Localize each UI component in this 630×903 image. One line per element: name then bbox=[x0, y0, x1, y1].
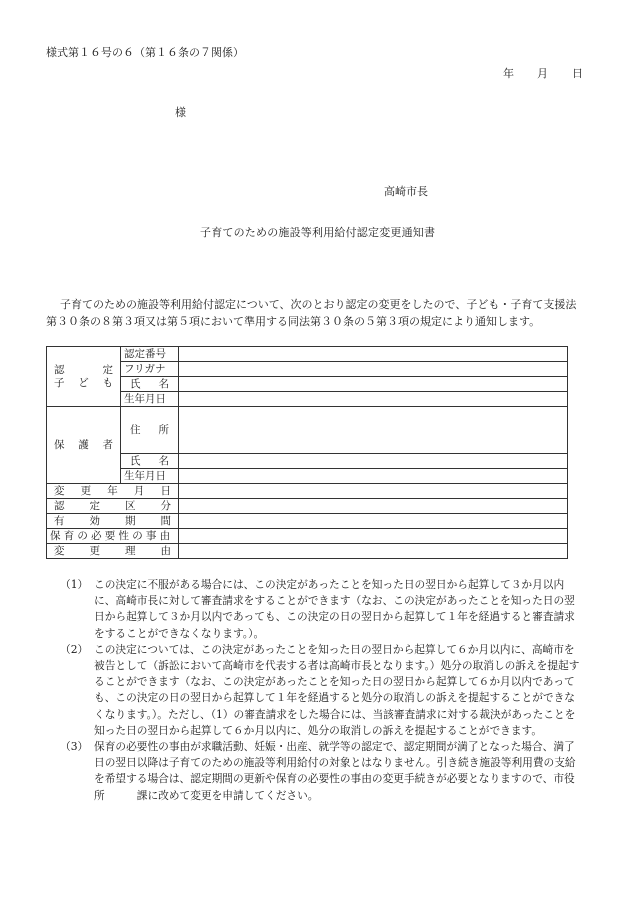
child-group-char: も bbox=[102, 376, 113, 389]
document-title: 子育てのための施設等利用給付認定変更通知書 bbox=[200, 226, 436, 239]
value-child-birthdate[interactable] bbox=[179, 392, 568, 407]
certification-info-table bbox=[46, 346, 568, 559]
note-number: （1） bbox=[60, 578, 89, 591]
guardian-group-header: 保 護 者 bbox=[47, 407, 121, 484]
value-child-name[interactable] bbox=[179, 377, 568, 392]
note-text: この決定については、この決定があったことを知った日の翌日から起算して６か月以内に、高崎市を被告として（訴訟において高崎市を代表する者は高崎市長となります。）処分の取消しの訴えを提起することができます（なお、この決定があったことを知った日の翌日から起算して６か月以内であっても、この決定の日の翌日から起算して１年を経過すると処分の取消しの訴えを提起することができなくなります。）。ただし、（1）の審査請求をした場合には、当該審査請求に対する裁決があったことを知った日の翌日から起算して６か月以内に、処分の取消しの訴えを提起することができます。 bbox=[94, 642, 580, 737]
notes-section bbox=[60, 577, 580, 804]
value-guardian-birthdate[interactable] bbox=[179, 469, 568, 484]
field-child-birthdate: 生年月日 bbox=[121, 392, 179, 407]
note-item bbox=[60, 642, 580, 739]
date-day-label: 日 bbox=[572, 67, 583, 80]
child-group-char: 認 bbox=[54, 363, 65, 376]
child-group-char: ど bbox=[78, 376, 89, 389]
field-guardian-birthdate: 生年月日 bbox=[121, 469, 179, 484]
note-text: 保育の必要性の事由が求職活動、妊娠・出産、就学等の認定で、認定期間が満了となった場合、満了日の翌日以降は子育てのための施設等利用給付の対象とはなりません。引き続き施設等利用費の支給を希望する場合は、認定期間の更新や保育の必要性の事由の変更手続きが必要となりますので、市役所 課に改めて変更を申請してください。 bbox=[94, 740, 576, 802]
field-childcare-need-reason: 保育の必要性の事由 bbox=[47, 529, 179, 544]
addressee-suffix: 様 bbox=[175, 106, 186, 119]
field-validity-period: 有 効 期 間 bbox=[47, 514, 179, 529]
value-furigana[interactable] bbox=[179, 362, 568, 377]
date-month-label: 月 bbox=[537, 67, 548, 80]
value-certification-number[interactable] bbox=[179, 347, 568, 362]
child-group-char: 子 bbox=[54, 376, 65, 389]
value-validity-period[interactable] bbox=[179, 514, 568, 529]
value-childcare-need-reason[interactable] bbox=[179, 529, 568, 544]
date-year-label: 年 bbox=[503, 67, 514, 80]
field-certification-category: 認 定 区 分 bbox=[47, 499, 179, 514]
value-guardian-address[interactable] bbox=[179, 407, 568, 454]
issuer-name: 高崎市長 bbox=[384, 185, 428, 198]
date-line bbox=[503, 65, 583, 81]
note-number: （3） bbox=[60, 740, 89, 754]
note-number: （2） bbox=[60, 642, 89, 656]
field-guardian-name: 氏 名 bbox=[121, 454, 179, 469]
note-text: この決定に不服がある場合には、この決定があったことを知った日の翌日から起算して３か月以内に、高崎市長に対して審査請求をすることができます（なお、この決定があったことを知った日の翌日から起算して３か月以内であっても、この決定の日の翌日から起算して１年を経過すると審査請求をすることができなくなります。）。 bbox=[94, 578, 575, 640]
note-item bbox=[60, 577, 580, 642]
value-guardian-name[interactable] bbox=[179, 454, 568, 469]
field-certification-number: 認定番号 bbox=[121, 347, 179, 362]
field-guardian-address: 住 所 bbox=[121, 407, 179, 454]
child-group-header bbox=[47, 347, 121, 407]
field-furigana: フリガナ bbox=[121, 362, 179, 377]
value-change-reason[interactable] bbox=[179, 544, 568, 559]
field-change-date: 変 更 年 月 日 bbox=[47, 484, 179, 499]
note-item bbox=[60, 739, 580, 804]
value-change-date[interactable] bbox=[179, 484, 568, 499]
form-number: 様式第１６号の６（第１６条の７関係） bbox=[46, 46, 244, 59]
child-group-char: 定 bbox=[102, 363, 113, 376]
intro-paragraph: 子育てのための施設等利用給付認定について、次のとおり認定の変更をしたので、子ども・子育て支援法第３０条の８第３項又は第５項において準用する同法第３０条の５第３項の規定により通知します。 bbox=[46, 298, 577, 328]
value-certification-category[interactable] bbox=[179, 499, 568, 514]
field-child-name: 氏 名 bbox=[121, 377, 179, 392]
field-change-reason: 変 更 理 由 bbox=[47, 544, 179, 559]
